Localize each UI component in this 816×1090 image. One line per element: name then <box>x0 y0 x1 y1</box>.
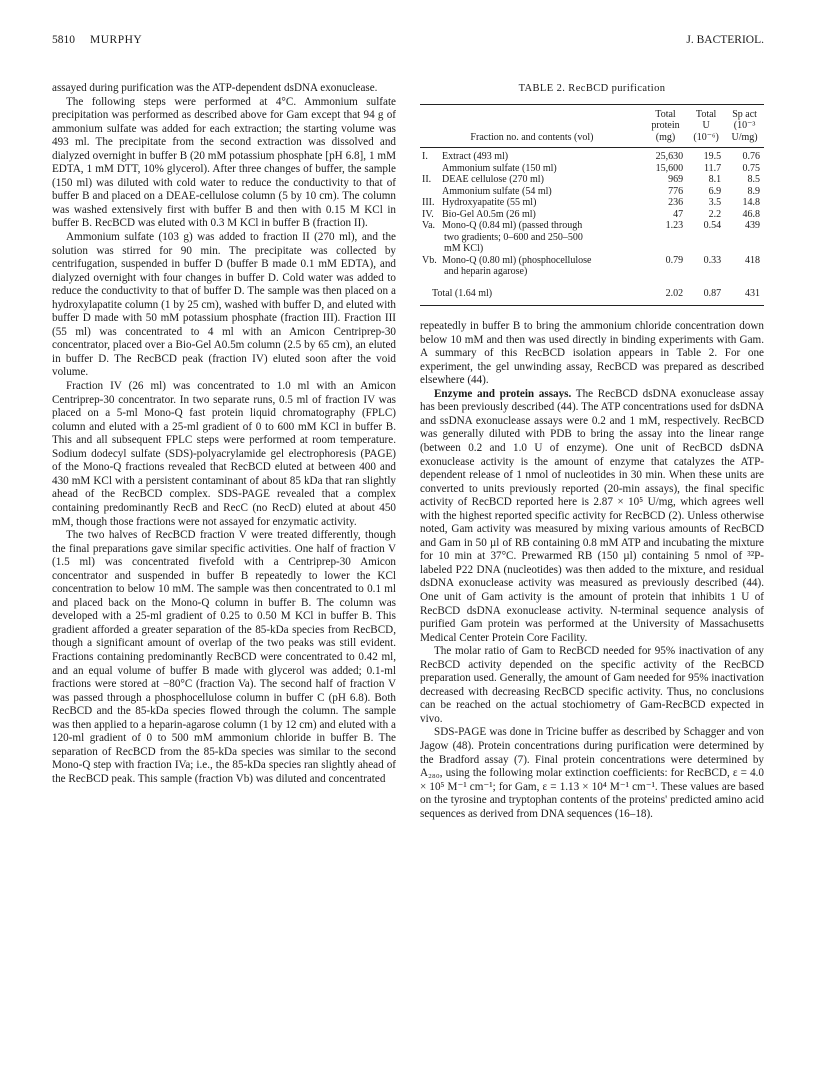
table-row: Ammonium sulfate (150 ml) 15,600 11.7 0.75 <box>442 162 760 174</box>
journal-name: J. BACTERIOL. <box>686 34 764 46</box>
table-title: TABLE 2. RecBCD purification <box>518 83 666 94</box>
paragraph: repeatedly in buffer B to bring the ammonium chloride concentration down below 10 mM and then was used directly in binding experiments with Gam. A summary of this RecBCD isolation appears in Table 2. For one experiment, the gel unwinding assay, RecBCD was prepared as described elsewhere (44). <box>420 320 764 387</box>
table-header-row <box>420 104 764 148</box>
table-row: Vb. Mono-Q (0.80 ml) (phosphocellulose and heparin agarose) 0.79 0.33 418 <box>422 254 760 278</box>
right-column <box>420 82 764 821</box>
table-total-row: Total (1.64 ml) 2.02 0.87 431 <box>420 278 764 306</box>
header-specific-activity: Sp act (10⁻³ U/mg) <box>725 104 764 148</box>
header-fraction: Fraction no. and contents (vol) <box>420 104 644 148</box>
paragraph: Enzyme and protein assays. The RecBCD dsDNA exonuclease assay has been previously described (44). The ATP concentrations used for dsDNA and ssDNA exonuclease assays were 0.2 and 1 mM, respectively. RecBCD was generally diluted with PDB to bring the assay into the linear range (between 0.2 and 1.0 U of enzyme). One unit of RecBCD dsDNA exonuclease activity is the amount of enzyme that catalyzes the ATP-dependent release of 1 nmol of nucleotides in 30 min. When these units are converted to units previously reported (20-min assays), the final specific activity of RecBCD reported here is 2.87 × 10⁵ U/mg, which agrees well with the highest reported specific activity for RecBCD (2). Unless otherwise noted, Gam activity was measured by mixing various amounts of RecBCD and Gam in 50 µl of RB containing 0.8 mM ATP and incubating the mixture for 10 min at 37°C. Prewarmed RB (150 µl) containing 5 nmol of ³²P-labeled P22 DNA (nucleotides) was then added to the mixture, and residual dsDNA exonuclease activity was measured as previously described (44). One unit of Gam activity is the amount of protein that inhibits 1 U of RecBCD dsDNA exonuclease activity. N-terminal sequence analysis of purified Gam protein was performed at the University of Massachusetts Medical Center Protein Core Facility. <box>420 387 764 644</box>
running-header <box>52 34 764 52</box>
section-heading: Enzyme and protein assays. <box>434 387 572 400</box>
table-row: II. DEAE cellulose (270 ml) 969 8.1 8.5 <box>422 174 760 186</box>
table-row: III. Hydroxyapatite (55 ml) 236 3.5 14.8 <box>422 197 760 209</box>
paragraph: The following steps were performed at 4°C. Ammonium sulfate precipitation was performed as described above for Gam except that 94 g of ammonium sulfate was added for each extraction; the starting volume was 493 ml. The precipitate from the second extraction was dissolved and dialyzed overnight in buffer B (20 mM potassium phosphate [pH 6.8], 1 mM EDTA, 1 mM DTT, 10% glycerol). After three changes of buffer, the sample (150 ml) was diluted with cold water to reduce the conductivity to that of buffer B and placed on a DEAE-cellulose column (5 by 10 cm). The column was washed extensively first with buffer B and then with 0.15 M KCl in buffer B. RecBCD was eluted with 0.3 M KCl in buffer B (fraction II). <box>52 95 396 230</box>
header-total-protein: Total protein (mg) <box>644 104 687 148</box>
paragraph: SDS-PAGE was done in Tricine buffer as described by Schagger and von Jagow (48). Protein concentrations during purification were determined by the Bradford assay (7). Final protein concentrations were determined by A₂₈₀, using the following molar extinction coefficients: for RecBCD, ε = 4.0 × 10⁵ M⁻¹ cm⁻¹; for Gam, ε = 1.13 × 10⁴ M⁻¹ cm⁻¹. These values are based on the tyrosine and tryptophan contents of the proteins' predicted amino acid sequences as derived from DNA sequences (16–18). <box>420 726 764 820</box>
purification-table <box>420 104 764 307</box>
table-row: Va. Mono-Q (0.84 ml) (passed through two gradients; 0–600 and 250–500 mM KCl) 1.23 0.54 439 <box>422 220 760 255</box>
header-total-units: Total U (10⁻⁶) <box>687 104 725 148</box>
paragraph: Ammonium sulfate (103 g) was added to fraction II (270 ml), and the solution was stirred for 90 min. The precipitate was collected by centrifugation, suspended in buffer D (buffer B made 0.1 mM EDTA), and dialyzed overnight with four changes in buffer D. Cold water was added to reduce the conductivity to that of buffer D. The sample was then placed on a hydroxylapatite column (1 by 25 cm), washed with buffer D, and eluted with buffer D made with 50 mM potassium phosphate (fraction III). Fraction III (55 ml) was concentrated to 4 ml with an Amicon Centriprep-30 concentrator, placed over a Bio-Gel A0.5m column (2.5 by 65 cm), an eluted in buffer D. The RecBCD peak (fraction IV) eluted soon after the void volume. <box>52 231 396 379</box>
table-row: Ammonium sulfate (54 ml) 776 6.9 8.9 <box>442 185 760 197</box>
page-number: 5810 <box>52 34 75 46</box>
table-row: I. Extract (493 ml) 25,630 19.5 0.76 <box>422 151 760 163</box>
running-author: MURPHY <box>90 34 143 46</box>
paragraph: assayed during purification was the ATP-dependent dsDNA exonuclease. <box>52 82 378 94</box>
paragraph: Fraction IV (26 ml) was concentrated to 1.0 ml with an Amicon Centriprep-30 concentrator. In two separate runs, 0.5 ml of fraction IV was placed on a 5-ml Mono-Q fast protein liquid chromatography (FPLC) column and eluted with a 25-ml gradient of 0 to 600 mM KCl in buffer B. This and all subsequent FPLC steps were performed at room temperature. Sodium dodecyl sulfate (SDS)-polyacrylamide gel electrophoresis (PAGE) of the Mono-Q fractions revealed that RecBCD eluted at between 400 and 430 mM KCl with a persistent contaminant of about 85 kDa that ran slightly ahead of the RecBCD complex. SDS-PAGE revealed that a complex containing predominantly RecB and RecC (no RecD) eluted at about 450 mM, though those fractions were not assayed for enzymatic activity. <box>52 380 396 528</box>
left-column <box>52 82 396 786</box>
table-row: IV. Bio-Gel A0.5m (26 ml) 47 2.2 46.8 <box>422 208 760 220</box>
paragraph: The molar ratio of Gam to RecBCD needed for 95% inactivation of any RecBCD activity depended on the specific activity of the RecBCD preparation used. Generally, the amount of Gam needed for 95% inactivation decreased with decreasing RecBCD specific activity. Thus, no conclusions can be reached on the actual stochiometry of Gam-RecBCD expected in vivo. <box>420 645 764 725</box>
paragraph: The two halves of RecBCD fraction V were treated differently, though the final preparations gave similar specific activities. One half of fraction V (1.5 ml) was concentrated fivefold with a Centriprep-30 Amicon concentrator and suspended in buffer B repeatedly to lower the KCl concentration to below 10 mM. The sample was then concentrated to 0.1 ml and placed back on the Mono-Q column in buffer B. The column was developed with a 25-ml gradient of 0.25 to 0.50 M KCl in buffer B. This gradient afforded a greater separation of the 85-kDa species from RecBCD, though a significant amount of overlap of the two peaks was still evident. Fractions containing predominantly RecBCD were concentrated to 0.42 ml, and an equal volume of buffer B made with glycerol was added; 0.1-ml fractions were stored at −80°C (fraction Va). The second half of fraction V was passed through a phosphocellulose column in buffer C (pH 6.8). Both RecBCD and the 85-kDa species flowed through the column. The sample was then applied to a heparin-agarose column (1 by 12 cm) and eluted with a 120-ml gradient of 0 to 500 mM ammonium chloride in buffer B. The separation of RecBCD from the 85-kDa species was similar to the second Mono-Q step with fraction IVa; i.e., the 85-kDa species ran slightly ahead of the RecBCD peak. This sample (fraction Vb) was diluted and concentrated <box>52 529 396 785</box>
